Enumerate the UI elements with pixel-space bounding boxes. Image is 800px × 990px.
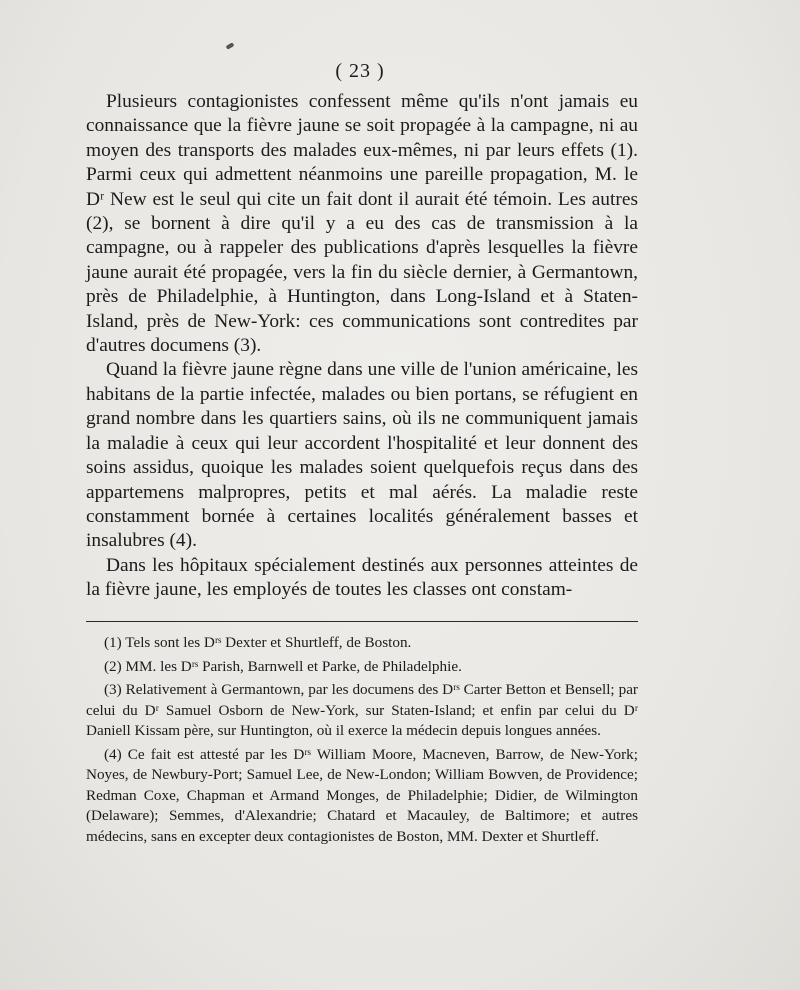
ink-speck: [226, 42, 235, 49]
footnote-3: (3) Relativement à Germantown, par les documens des Dʳˢ Carter Betton et Bensell; par celui du Dʳ Samuel Osborn de New-York, sur Staten-Island; et enfin par celui du Dʳ Daniell Kissam père, sur Huntington, où il exerce la médecin depuis longues années.: [86, 681, 638, 739]
paragraph-refugees: Quand la fièvre jaune règne dans une ville de l'union américaine, les habitans de la partie infectée, malades ou bien portans, se réfugient en grand nombre dans les quartiers sains, où ils ne communiquent jamais la maladie à ceux qui leur accordent l'hospitalité et leur donnent des soins assidus, quoique les malades soient quelquefois reçus dans des appartemens malpropres, petits et mal aérés. La maladie reste constamment bornée à certaines localités généralement basses et insalubres (4).: [86, 359, 638, 552]
footnote-1: (1) Tels sont les Dʳˢ Dexter et Shurtleff, de Boston.: [104, 634, 412, 651]
paragraph-contagionists: Plusieurs contagionistes confessent même qu'ils n'ont jamais eu connaissance que la fièvre jaune se soit propagée à la campagne, ni au moyen des transports des malades eux-mêmes, ni par leurs effets (1). Parmi ceux qui admettent néanmoins une pareille propagation, M. le Dʳ New est le seul qui cite un fait dont il aurait été témoin. Les autres (2), se bornent à dire qu'il y a eu des cas de transmission à la campagne, ou à rappeler des publications d'après lesquelles la fièvre jaune aurait été propagée, vers la fin du siècle dernier, à Germantown, près de Philadelphie, à Huntington, dans Long-Island et à Staten-Island, près de New-York: ces communications sont contredites par d'autres documens (3).: [86, 91, 638, 357]
footnote-2: (2) MM. les Dʳˢ Parish, Barnwell et Parke, de Philadelphie.: [104, 657, 462, 675]
footnote-divider: [86, 621, 638, 622]
page-number: ( 23 ): [335, 60, 385, 82]
footnotes: [86, 633, 638, 850]
main-text: [86, 90, 638, 603]
footnote-4: (4) Ce fait est attesté par les Dʳˢ William Moore, Macneven, Barrow, de New-York; Noyes, de Newbury-Port; Samuel Lee, de New-London; William Bowven, de Providence; Redman Coxe, Chapman et Armand Monges, de Philadelphie; Didier, de Wilmington (Delaware); Semmes, d'Alexandrie; Chatard et Macauley, de Baltimore; et autres médecins, sans en excepter deux contagionistes de Boston, MM. Dexter et Shurtleff.: [86, 745, 638, 845]
paragraph-hospitals: Dans les hôpitaux spécialement destinés aux personnes atteintes de la fièvre jaune, les employés de toutes les classes ont constam-: [86, 554, 638, 601]
